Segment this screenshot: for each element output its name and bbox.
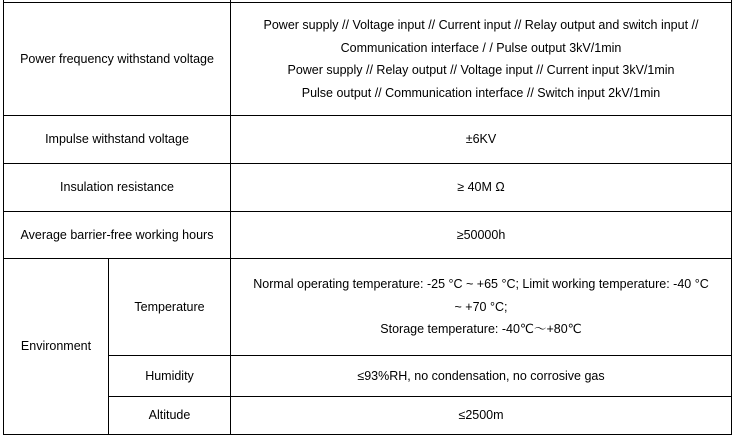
group-label-environment: Environment xyxy=(4,259,109,435)
sub-value-humidity: ≤93%RH, no condensation, no corrosive gas xyxy=(231,356,732,397)
table-row-power-frequency xyxy=(4,3,732,116)
row-value-power-frequency xyxy=(231,3,732,116)
row-value-working-hours: ≥50000h xyxy=(231,212,732,259)
row-value-impulse: ±6KV xyxy=(231,116,732,164)
row-label-working-hours: Average barrier-free working hours xyxy=(4,212,231,259)
power-frequency-line-3: Power supply // Relay output // Voltage input // Current input 3kV/1min xyxy=(287,63,675,77)
row-label-insulation: Insulation resistance xyxy=(4,164,231,212)
row-label-impulse: Impulse withstand voltage xyxy=(4,116,231,164)
table-row-working-hours xyxy=(4,212,732,259)
temperature-line-1: Normal operating temperature: -25 °C ~ +65 °C; Limit working temperature: -40 °C xyxy=(253,277,709,292)
power-frequency-line-4: Pulse output // Communication interface // Switch input 2kV/1min xyxy=(301,85,661,100)
power-frequency-line-1: Power supply // Voltage input // Current input // Relay output and switch input // xyxy=(263,18,699,32)
table-row-insulation xyxy=(4,164,732,212)
table-row-temperature xyxy=(4,259,732,356)
sub-label-altitude: Altitude xyxy=(109,397,231,435)
power-frequency-line-2: Communication interface / / Pulse output 3kV/1min xyxy=(340,40,622,55)
row-value-insulation: ≥ 40M Ω xyxy=(231,164,732,212)
specification-table xyxy=(3,0,732,435)
table-row-altitude xyxy=(4,397,732,435)
sub-label-temperature: Temperature xyxy=(109,259,231,356)
sub-value-temperature xyxy=(231,259,732,356)
row-label-power-frequency: Power frequency withstand voltage xyxy=(4,3,231,116)
table-row-impulse xyxy=(4,116,732,164)
temperature-line-2: ~ +70 °C; xyxy=(454,299,508,314)
sub-value-altitude: ≤2500m xyxy=(231,397,732,435)
table-row-humidity xyxy=(4,356,732,397)
temperature-line-3: Storage temperature: -40℃～+80℃ xyxy=(380,322,582,337)
sub-label-humidity: Humidity xyxy=(109,356,231,397)
